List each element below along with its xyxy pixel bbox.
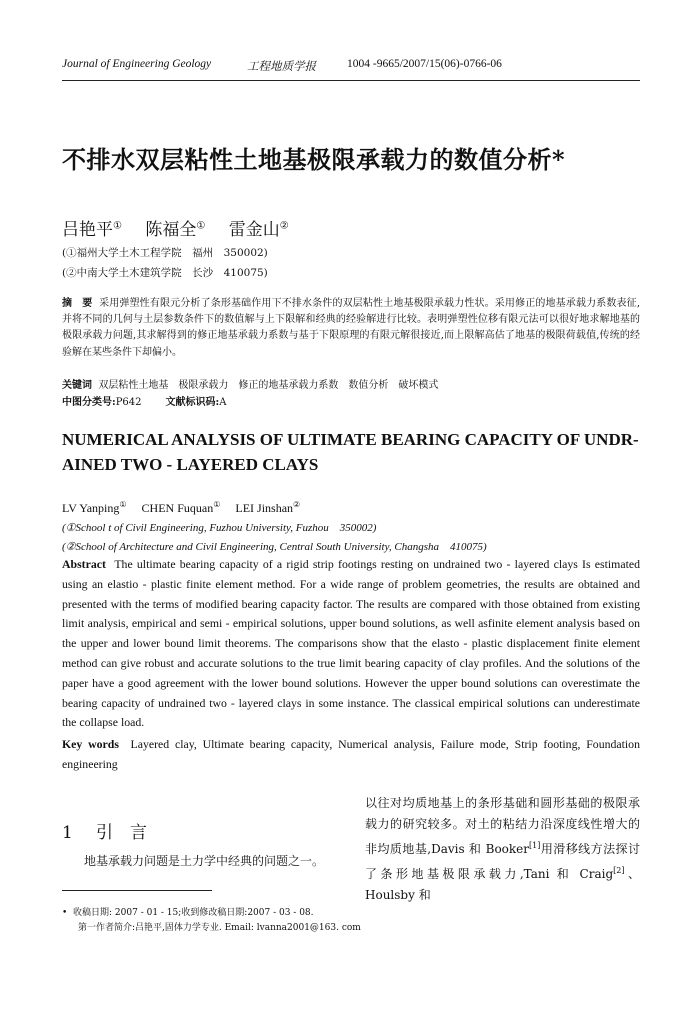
footnote-received: • 收稿日期: 2007 - 01 - 15;收到修改稿日期:2007 - 03 - 08. bbox=[62, 908, 314, 918]
affiliation-cn: (②中南大学土木建筑学院 长沙 410075) bbox=[62, 267, 268, 279]
author-cn: 陈福全① bbox=[145, 220, 206, 240]
keywords-cn bbox=[62, 376, 438, 391]
affiliation-cn: (①福州大学土木工程学院 福州 350002) bbox=[62, 247, 268, 259]
paper-title-cn: 不排水双层粘性土地基极限承载力的数值分析* bbox=[62, 145, 566, 174]
abstract-text-cn: 采用弹塑性有限元分析了条形基础作用下不排水条件的双层粘性土地基极限承载力性状。采用修正的地基承载力系数表征,并将不同的几何与土层参数条件下的数值解与上下限解和经典的经验解进行比较。表明弹塑性位移有限元法可以很好地求解地基的极限承载力问题,其求解得到的修正地基承载力系数与基于下限原理的有限元解很接近,而上限解高估了地基的极限荷载值,传统的经验解在某些条件下却偏小。 bbox=[62, 298, 640, 358]
footnote-divider bbox=[62, 890, 212, 891]
keywords-text-cn: 双层粘性土地基 极限承载力 修正的地基承载力系数 数值分析 破坏模式 bbox=[98, 380, 439, 391]
classification-cn: 中图分类号:P642 文献标识码:A bbox=[62, 397, 227, 408]
doc-code: A bbox=[219, 397, 227, 408]
author-cn: 吕艳平① bbox=[62, 220, 122, 240]
section-number: 1 bbox=[62, 823, 73, 843]
issn: 1004 -9665/2007/15(06)-0766-06 bbox=[347, 58, 502, 70]
keywords-label-en: Key words bbox=[62, 737, 119, 751]
journal-name-cn: 工程地质学报 bbox=[247, 59, 316, 73]
running-header bbox=[62, 58, 640, 76]
author-en: CHEN Fuquan① bbox=[141, 500, 221, 515]
citation-ref: [2] bbox=[613, 866, 625, 875]
body-text-left: 地基承载力问题是土力学中经典的问题之一。 bbox=[84, 854, 325, 868]
keywords-label-cn: 关键词 bbox=[62, 380, 92, 391]
author-en: LV Yanping① bbox=[62, 500, 127, 515]
affiliation-en: (②School of Architecture and Civil Engineering, Central South University, Changsha 410075) bbox=[62, 541, 487, 553]
keywords-en bbox=[62, 734, 640, 774]
header-divider bbox=[62, 80, 640, 81]
abstract-label-en: Abstract bbox=[62, 557, 106, 571]
clc-code: P642 bbox=[115, 397, 142, 408]
author-en: LEI Jinshan② bbox=[235, 500, 301, 515]
author-cn: 雷金山② bbox=[228, 220, 289, 240]
footnote-author: 第一作者简介:吕艳平,固体力学专业. Email: lvanna2001@163. com bbox=[78, 923, 361, 933]
affiliation-en: (①School t of Civil Engineering, Fuzhou University, Fuzhou 350002) bbox=[62, 522, 377, 534]
author-list-cn bbox=[62, 215, 307, 240]
citation-ref: [1] bbox=[529, 841, 541, 850]
body-text-right: 以往对均质地基上的条形基础和圆形基础的极限承载力的研究较多。对土的粘结力沿深度线性增大的非均质地基,Davis 和 Booker[1]用滑移线方法探讨了条形地基极限承载力,Tani 和 Craig[2]、Houlsby 和 bbox=[365, 796, 640, 902]
abstract-text-en: The ultimate bearing capacity of a rigid strip footings resting on undrained two - layered clays Is estimated using an elastio - plastic finite element method. For a wide range of problem geometries, the results are obtained and presented with the terms of modified bearing capacity factor. The results are compared with those obtained from existing limit analysis, empirical and semi - empirical solutions, upper bound solutions, as well asfinite element analysis based on the upper and lower bound limit theorems. The comparisons show that the elasto - plastic displacement finite element method can give robust and accurate solutions to the true limit bearing capacity of clay profiles. And the solutions of the paper have a good agreement with the lower bound solutions. However the upper bound solutions can overestimate the bearing capacity of undrained two - layered clays in some instance. The classical empirical solutions can underestimate the collapse load. bbox=[62, 557, 640, 730]
keywords-text-en: Layered clay, Ultimate bearing capacity, Numerical analysis, Failure mode, Strip footing, Foundation engineering bbox=[62, 737, 640, 771]
abstract-en bbox=[62, 555, 640, 733]
abstract-cn bbox=[62, 296, 640, 361]
section-title: 引 言 bbox=[96, 823, 147, 843]
journal-name: Journal of Engineering Geology bbox=[62, 58, 212, 70]
abstract-label-cn: 摘 要 bbox=[62, 298, 93, 309]
section-heading bbox=[62, 818, 147, 843]
paper-title-en: NUMERICAL ANALYSIS OF ULTIMATE BEARING CAPACITY OF UNDR-AINED TWO - LAYERED CLAYS bbox=[62, 430, 639, 474]
author-list-en bbox=[62, 500, 312, 516]
